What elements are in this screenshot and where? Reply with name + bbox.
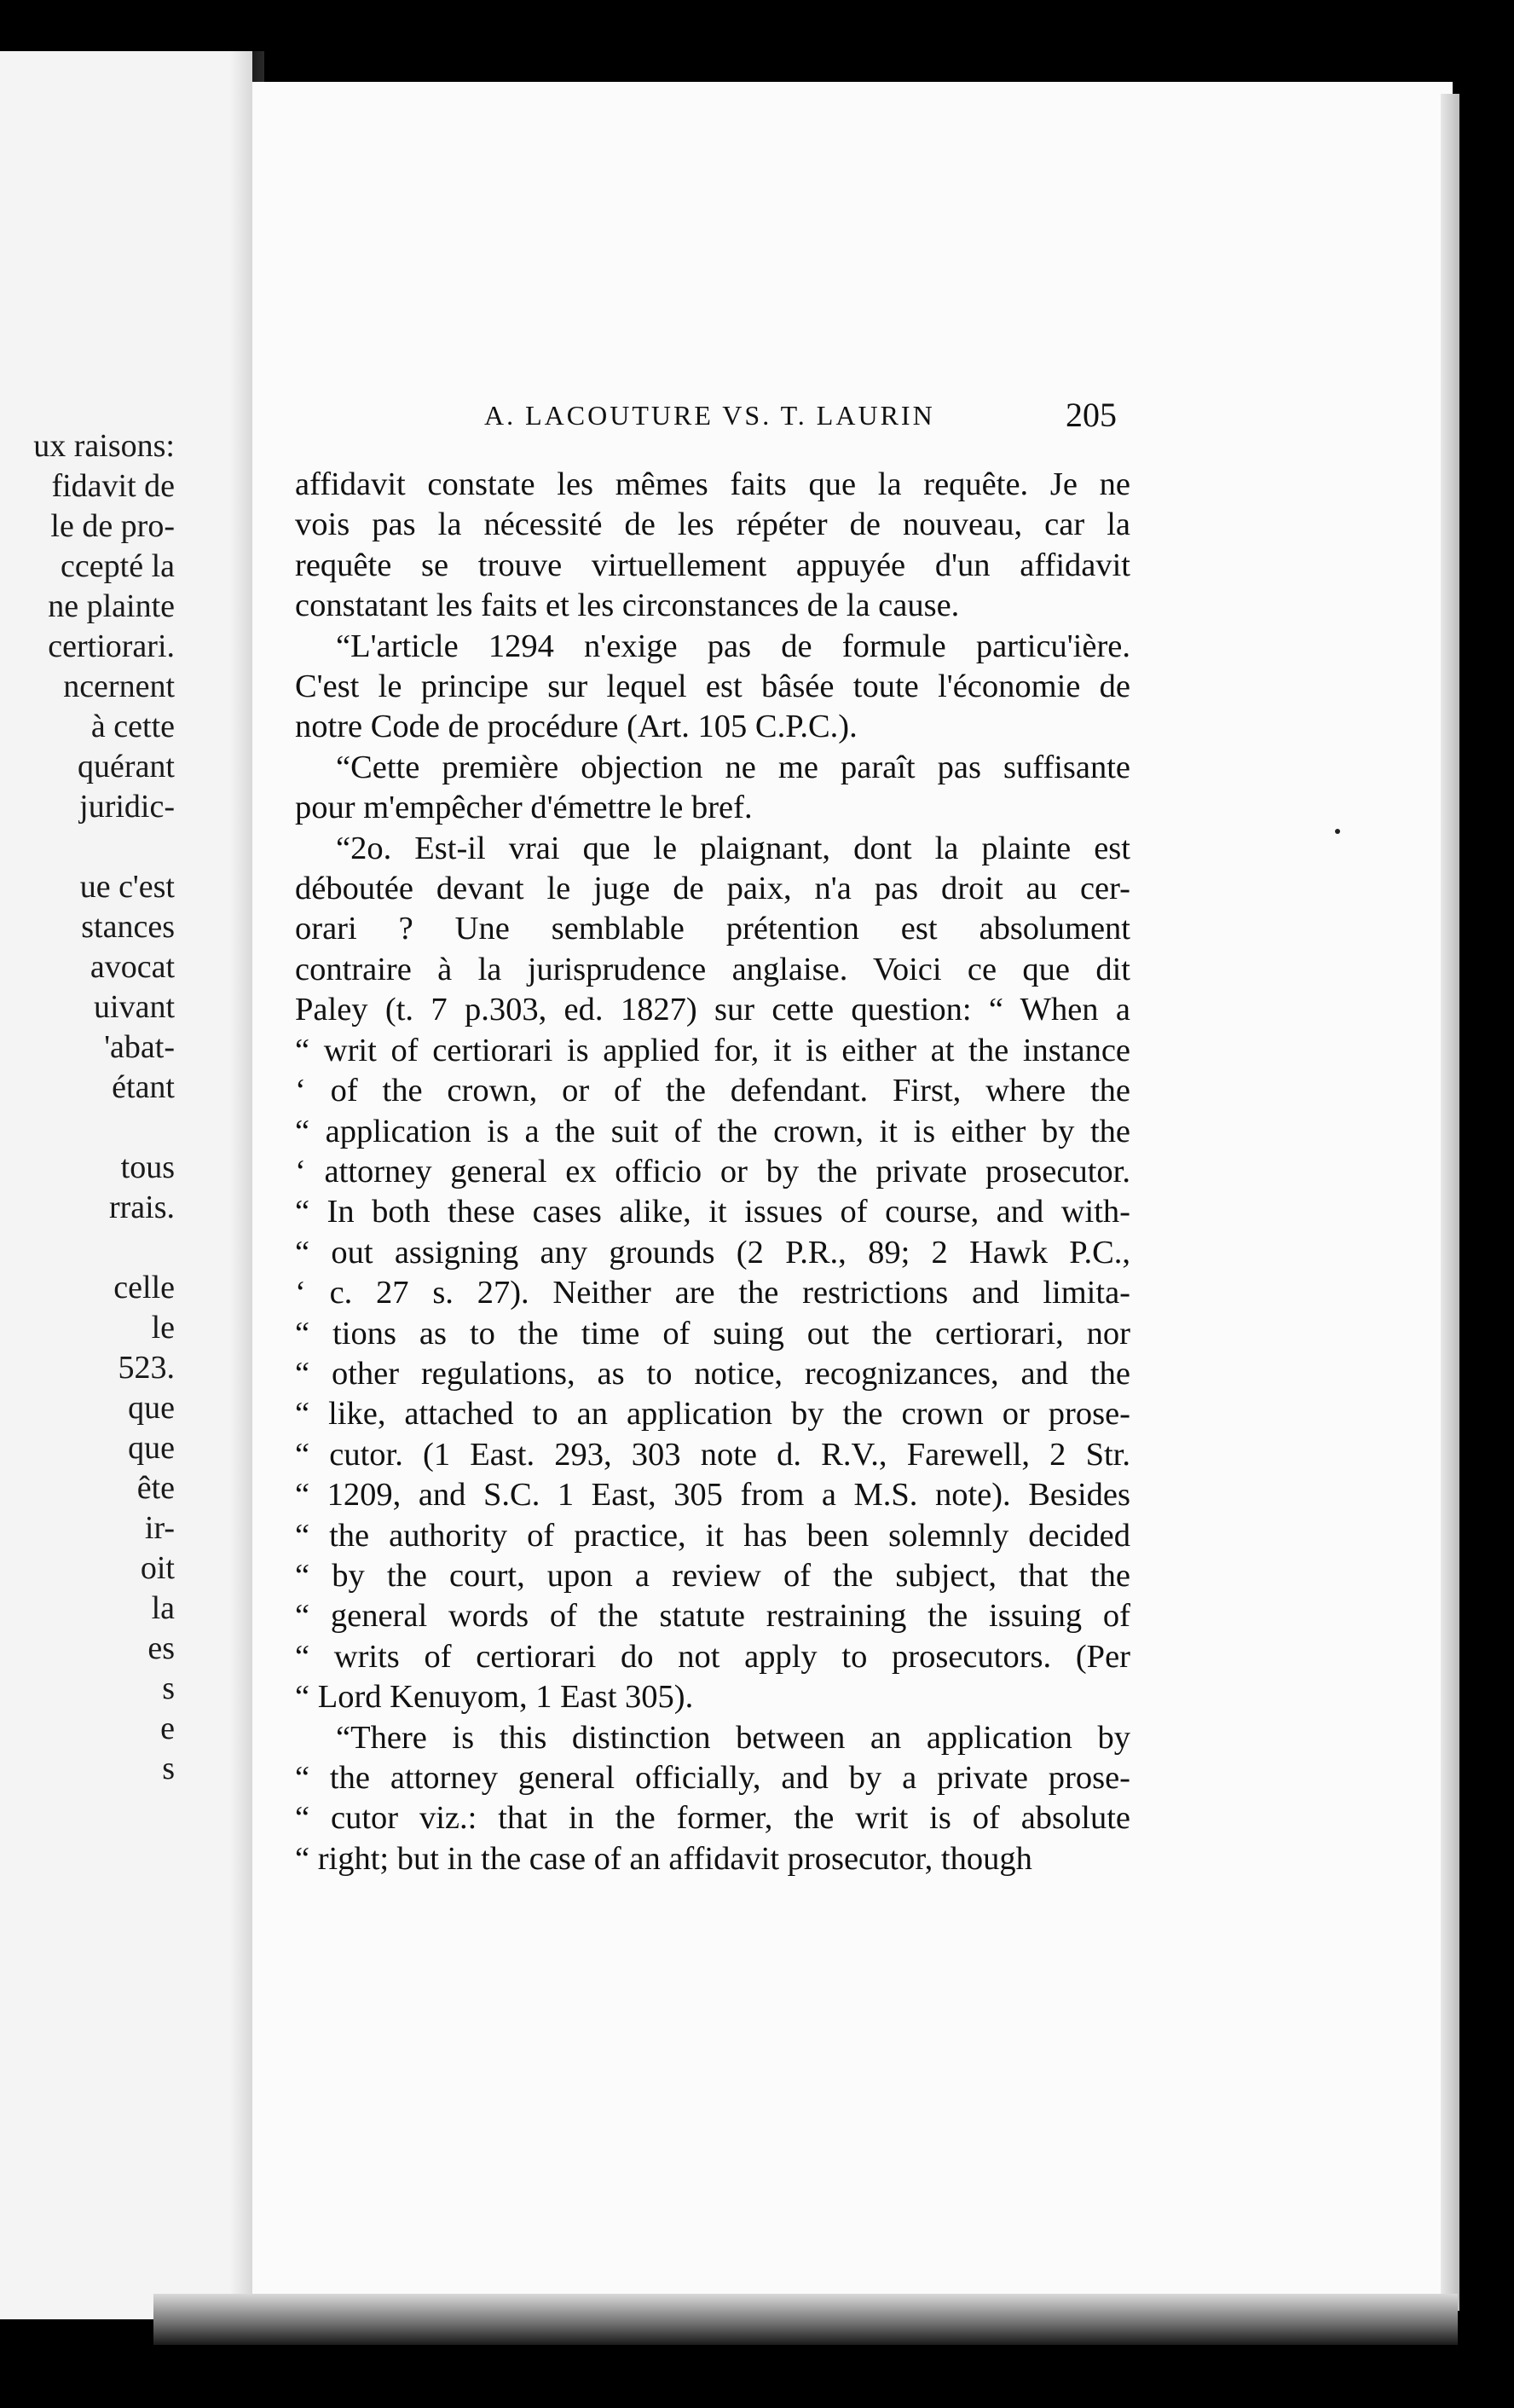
page-edge bbox=[1441, 94, 1459, 2311]
left-page-line: ir- bbox=[144, 1510, 175, 1546]
body-line: notre Code de procédure (Art. 105 C.P.C.). bbox=[295, 709, 858, 745]
left-page-line: es bbox=[147, 1630, 175, 1666]
left-page-line bbox=[0, 1228, 175, 1268]
left-page-line: étant bbox=[112, 1069, 175, 1105]
left-page-line: e bbox=[160, 1710, 175, 1746]
ink-speck bbox=[1335, 829, 1340, 834]
book-bottom-edge bbox=[153, 2294, 1458, 2345]
left-page-line bbox=[0, 1108, 175, 1148]
left-page-line: ncernent bbox=[63, 669, 175, 704]
page-number: 205 bbox=[1066, 396, 1117, 434]
body-line: “ writ of certiorari is applied for, it is either at the instance bbox=[295, 1032, 1130, 1068]
body-line: “L'article 1294 n'exige pas de formule particu'ière. bbox=[336, 628, 1130, 664]
body-line: “There is this distinction between an application by bbox=[336, 1719, 1130, 1756]
body-line: “ by the court, upon a review of the subject, that the bbox=[295, 1557, 1130, 1594]
left-page-line: le de pro- bbox=[50, 508, 175, 544]
left-page-line: certiorari. bbox=[48, 628, 175, 664]
left-page-line: que bbox=[128, 1390, 175, 1426]
body-line: “ the authority of practice, it has been solemnly decided bbox=[295, 1517, 1130, 1554]
left-page-line: le bbox=[151, 1310, 175, 1346]
body-line: “ In both these cases alike, it issues of course, and with- bbox=[295, 1194, 1130, 1230]
body-line: “ right; but in the case of an affidavit prosecutor, though bbox=[295, 1840, 1032, 1877]
left-page-line bbox=[0, 827, 175, 867]
body-line: “ Lord Kenuyom, 1 East 305). bbox=[295, 1679, 694, 1716]
left-page-line: ne plainte bbox=[48, 588, 175, 624]
body-line: requête se trouve virtuellement appuyée d'un affidavit bbox=[295, 547, 1130, 583]
left-page-line: la bbox=[151, 1590, 175, 1626]
body-line: “Cette première objection ne me paraît pas suffisante bbox=[336, 749, 1130, 785]
body-line: “ 1209, and S.C. 1 East, 305 from a M.S. note). Besides bbox=[295, 1477, 1130, 1514]
body-line: “ the attorney general officially, and by a private prose- bbox=[295, 1760, 1130, 1796]
body-line: “ tions as to the time of suing out the certiorari, nor bbox=[295, 1315, 1130, 1352]
body-line: “2o. Est-il vrai que le plaignant, dont la plainte est bbox=[336, 830, 1130, 866]
left-page-line: ue c'est bbox=[79, 869, 175, 905]
left-page-line: ête bbox=[136, 1470, 175, 1506]
left-page-line: s bbox=[162, 1670, 175, 1706]
left-page-line: uivant bbox=[94, 989, 175, 1025]
left-page-line: oit bbox=[140, 1550, 175, 1586]
left-page-line: 523. bbox=[118, 1350, 175, 1386]
body-line: constatant les faits et les circonstances de la cause. bbox=[295, 588, 960, 624]
body-line: “ out assigning any grounds (2 P.R., 89; 2 Hawk P.C., bbox=[295, 1234, 1130, 1271]
left-page-line: celle bbox=[113, 1270, 175, 1305]
left-page-line: stances bbox=[81, 909, 175, 945]
running-head bbox=[484, 395, 1117, 437]
body-line: C'est le principe sur lequel est bâsée toute l'économie de bbox=[295, 669, 1130, 705]
left-page-line: ux raisons: bbox=[33, 428, 175, 464]
left-page-line: à cette bbox=[90, 709, 175, 744]
body-line: “ cutor. (1 East. 293, 303 note d. R.V., Farewell, 2 Str. bbox=[295, 1436, 1130, 1473]
body-line: ‘ of the crown, or of the defendant. First, where the bbox=[295, 1073, 1130, 1109]
body-line: “ cutor viz.: that in the former, the writ is of absolute bbox=[295, 1800, 1130, 1837]
body-line: vois pas la nécessité de les répéter de nouveau, car la bbox=[295, 506, 1130, 543]
body-line: affidavit constate les mêmes faits que la requête. Je ne bbox=[295, 466, 1130, 502]
left-page-line: 'abat- bbox=[104, 1029, 175, 1065]
body-line: déboutée devant le juge de paix, n'a pas droit au cer- bbox=[295, 871, 1130, 907]
left-page-line: juridic- bbox=[79, 789, 175, 825]
left-page-line: ccepté la bbox=[61, 548, 175, 584]
body-line: “ application is a the suit of the crown, it is either by the bbox=[295, 1113, 1130, 1149]
body-line: ‘ c. 27 s. 27). Neither are the restrictions and limita- bbox=[295, 1275, 1130, 1311]
left-page-line: avocat bbox=[90, 949, 175, 985]
body-line: Paley (t. 7 p.303, ed. 1827) sur cette question: “ When a bbox=[295, 992, 1130, 1028]
body-line: pour m'empêcher d'émettre le bref. bbox=[295, 790, 753, 826]
body-line: “ like, attached to an application by the crown or prose- bbox=[295, 1396, 1130, 1433]
body-text bbox=[295, 465, 1130, 1879]
left-page-line: quérant bbox=[78, 749, 175, 784]
body-line: contraire à la jurisprudence anglaise. Voici ce que dit bbox=[295, 951, 1130, 987]
running-title: A. LACOUTURE VS. T. LAURIN bbox=[484, 400, 935, 431]
left-page-line: que bbox=[128, 1430, 175, 1466]
left-page-line: s bbox=[162, 1751, 175, 1786]
left-page-line: rrais. bbox=[108, 1190, 175, 1225]
body-line: “ writs of certiorari do not apply to prosecutors. (Per bbox=[295, 1638, 1130, 1675]
body-line: orari ? Une semblable prétention est absolument bbox=[295, 911, 1130, 947]
body-line: “ other regulations, as to notice, recognizances, and the bbox=[295, 1355, 1130, 1392]
body-line: “ general words of the statute restraining the issuing of bbox=[295, 1598, 1130, 1635]
left-page-text bbox=[0, 426, 175, 1789]
left-page-line: fidavit de bbox=[51, 468, 175, 504]
left-page-line: tous bbox=[120, 1149, 175, 1185]
body-line: ‘ attorney general ex officio or by the private prosecutor. bbox=[295, 1153, 1130, 1190]
